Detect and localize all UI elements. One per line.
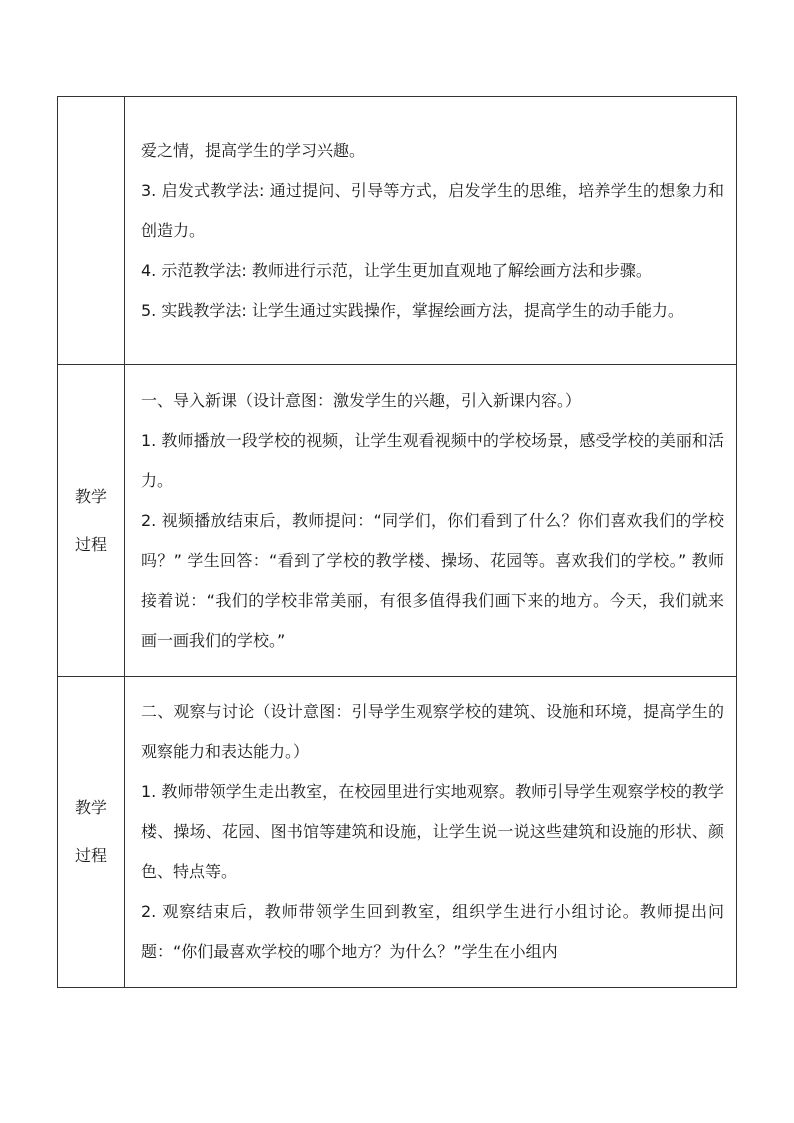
paragraph: 1. 教师播放一段学校的视频，让学生观看视频中的学校场景，感受学校的美丽和活力。: [141, 430, 724, 490]
row-label-cell: [58, 677, 125, 988]
row-content-cell: [125, 677, 737, 988]
row-label-line: 教学: [74, 798, 107, 817]
row-label-line: 过程: [74, 534, 107, 554]
table-row: [58, 97, 737, 365]
row-label-line: 教学: [74, 486, 107, 506]
paragraph: 爱之情，提高学生的学习兴趣。: [141, 140, 366, 160]
paragraph: 1. 教师带领学生走出教室，在校园里进行实地观察。教师引导学生观察学校的教学楼、操场、花园、图书馆等建筑和设施，让学生说一说这些建筑和设施的形状、颜色、特点等。: [141, 782, 724, 881]
row-label-cell: [58, 365, 125, 677]
paragraph: 5. 实践教学法: 让学生通过实践操作，掌握绘画方法，提高学生的动手能力。: [141, 300, 684, 320]
lesson-plan-table: [57, 96, 737, 988]
paragraph: 2. 观察结束后，教师带领学生回到教室，组织学生进行小组讨论。教师提出问题：“你们最喜欢学校的哪个地方？为什么？”学生在小组内: [141, 902, 724, 961]
row-label-cell: [58, 97, 125, 365]
table-row: [58, 677, 737, 988]
paragraph: 2. 视频播放结束后，教师提问：“同学们，你们看到了什么？你们喜欢我们的学校吗？” 学生回答：“看到了学校的教学楼、操场、花园等。喜欢我们的学校。” 教师接着说：“我们的学校非常美丽，有很多值得我们画下来的地方。今天，我们就来画一画我们的学校。”: [141, 510, 724, 650]
row-label-line: 过程: [74, 846, 107, 865]
paragraph: 一、导入新课（设计意图：激发学生的兴趣，引入新课内容。）: [141, 390, 582, 410]
row-content-cell: [125, 365, 737, 677]
paragraph: 3. 启发式教学法: 通过提问、引导等方式，启发学生的思维，培养学生的想象力和创造力。: [141, 180, 724, 240]
table-row: [58, 365, 737, 677]
paragraph: 4. 示范教学法: 教师进行示范，让学生更加直观地了解绘画方法和步骤。: [141, 260, 652, 280]
row-content-cell: [125, 97, 737, 365]
paragraph: 二、观察与讨论（设计意图：引导学生观察学校的建筑、设施和环境，提高学生的观察能力和表达能力。）: [141, 702, 724, 761]
